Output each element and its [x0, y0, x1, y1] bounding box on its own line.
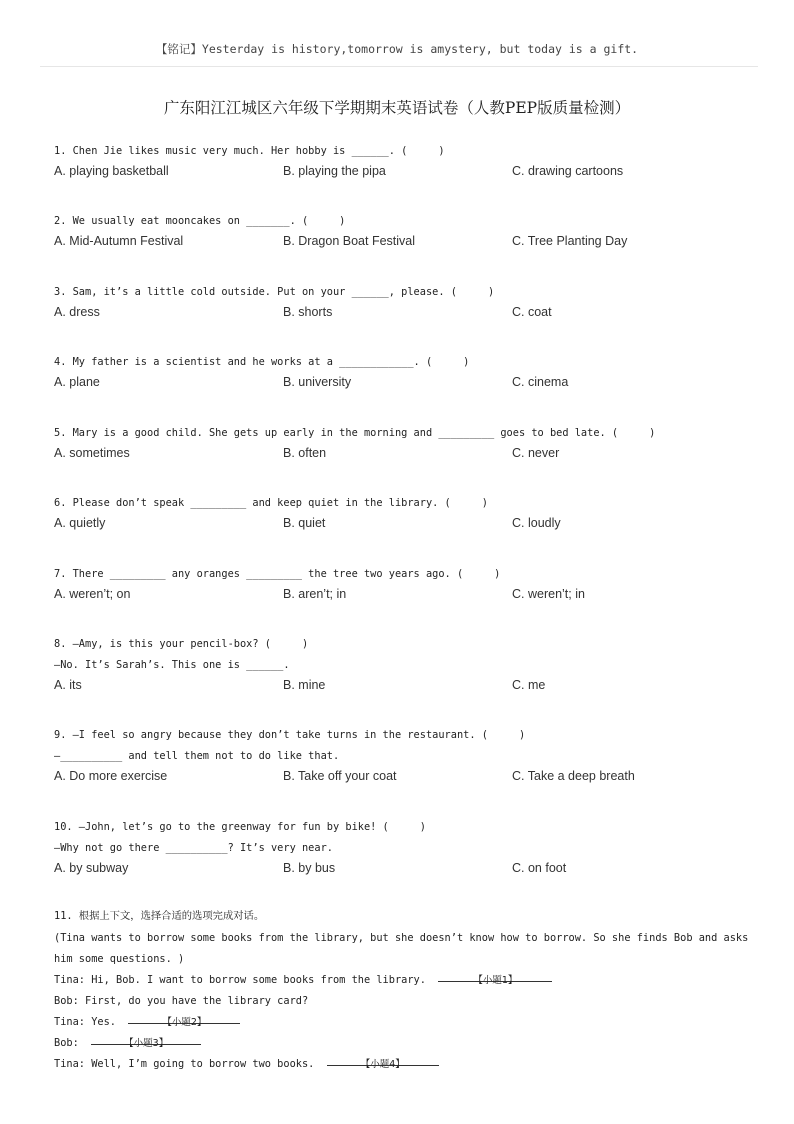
question-1-options: [54, 164, 754, 182]
option-b: B. university: [283, 375, 352, 389]
question-3-options: [54, 305, 754, 323]
option-c: C. coat: [512, 305, 552, 319]
question-5-stem: 5. Mary is a good child. She gets up early in the morning and _________ goes to bed late. ( ): [54, 427, 656, 439]
dialogue-line-1: [54, 970, 744, 991]
question-6-stem: 6. Please don’t speak _________ and keep quiet in the library. ( ): [54, 497, 488, 509]
option-b: B. Dragon Boat Festival: [283, 234, 416, 248]
question-11-intro-line-1: (Tina wants to borrow some books from the library, but she doesn’t know how to borrow. So she finds Bob and asks: [54, 932, 749, 944]
option-c: C. loudly: [512, 516, 561, 530]
question-8-line-2: —No. It’s Sarah’s. This one is ______.: [54, 659, 290, 671]
option-b: B. playing the pipa: [283, 164, 386, 178]
question-9-options: [54, 769, 754, 787]
option-b: B. aren’t; in: [283, 587, 347, 601]
option-b: B. mine: [283, 678, 326, 692]
option-a: A. quietly: [54, 516, 106, 530]
dialogue-text: Bob:: [54, 1037, 92, 1049]
option-a: A. dress: [54, 305, 100, 319]
question-6-options: [54, 516, 754, 534]
answer-blank-4[interactable]: [327, 1054, 439, 1070]
dialogue-line-5: [54, 1054, 744, 1075]
dialogue-text: Tina: Well, I’m going to borrow two books.: [54, 1058, 327, 1070]
option-a: A. Mid-Autumn Festival: [54, 234, 184, 248]
question-8-line-1: 8. —Amy, is this your pencil-box? ( ): [54, 638, 309, 650]
question-7-options: [54, 587, 754, 605]
option-a: A. Do more exercise: [54, 769, 168, 783]
option-a: A. weren’t; on: [54, 587, 131, 601]
question-7-stem: 7. There _________ any oranges _________ the tree two years ago. ( ): [54, 568, 501, 580]
dialogue-line-2: [54, 991, 744, 1012]
question-10-options: [54, 861, 754, 879]
option-c: C. me: [512, 678, 546, 692]
answer-blank-2[interactable]: [128, 1012, 240, 1028]
dialogue-text: Bob: First, do you have the library card?: [54, 995, 309, 1007]
blank-tag: 【小题3】: [124, 1038, 169, 1049]
question-11-stem: 11. 根据上下文，选择合适的选项完成对话。: [54, 910, 265, 922]
option-a: A. plane: [54, 375, 100, 389]
dialogue-text: Tina: Yes.: [54, 1016, 129, 1028]
question-2-options: [54, 234, 754, 252]
question-1-stem: 1. Chen Jie likes music very much. Her hobby is ______. ( ): [54, 145, 445, 157]
question-3-stem: 3. Sam, it’s a little cold outside. Put on your ______, please. ( ): [54, 286, 495, 298]
option-b: B. Take off your coat: [283, 769, 397, 783]
option-c: C. Take a deep breath: [512, 769, 635, 783]
option-b: B. by bus: [283, 861, 336, 875]
question-5-options: [54, 446, 754, 464]
question-2-stem: 2. We usually eat mooncakes on _______. ( ): [54, 215, 346, 227]
question-10-line-2: —Why not go there __________? It’s very near.: [54, 842, 333, 854]
answer-blank-3[interactable]: [91, 1033, 201, 1049]
option-c: C. cinema: [512, 375, 569, 389]
question-4-stem: 4. My father is a scientist and he works at a ____________. ( ): [54, 356, 470, 368]
question-9-line-2: —__________ and tell them not to do like that.: [54, 750, 340, 762]
option-a: A. by subway: [54, 861, 129, 875]
question-9-line-1: 9. —I feel so angry because they don’t take turns in the restaurant. ( ): [54, 729, 526, 741]
option-c: C. on foot: [512, 861, 567, 875]
dialogue-text: Tina: Hi, Bob. I want to borrow some books from the library.: [54, 974, 439, 986]
page-header-motto: 【铭记】Yesterday is history,tomorrow is amystery, but today is a gift.: [155, 42, 639, 56]
option-a: A. sometimes: [54, 446, 130, 460]
question-11-intro-line-2: him some questions. ): [54, 953, 185, 965]
page-title: 广东阳江江城区六年级下学期期末英语试卷（人教PEP版质量检测）: [163, 99, 631, 117]
question-8-options: [54, 678, 754, 696]
question-4-options: [54, 375, 754, 393]
option-b: B. shorts: [283, 305, 333, 319]
option-b: B. often: [283, 446, 327, 460]
option-c: C. never: [512, 446, 560, 460]
question-10-line-1: 10. —John, let’s go to the greenway for fun by bike! ( ): [54, 821, 426, 833]
dialogue-line-3: [54, 1012, 744, 1033]
header-divider: [40, 66, 758, 67]
option-c: C. Tree Planting Day: [512, 234, 628, 248]
blank-tag: 【小题2】: [162, 1017, 207, 1028]
option-c: C. drawing cartoons: [512, 164, 624, 178]
blank-tag: 【小题1】: [473, 975, 518, 986]
option-a: A. playing basketball: [54, 164, 169, 178]
dialogue-line-4: [54, 1033, 744, 1054]
blank-tag: 【小题4】: [360, 1059, 405, 1070]
option-c: C. weren’t; in: [512, 587, 585, 601]
option-a: A. its: [54, 678, 82, 692]
answer-blank-1[interactable]: [438, 970, 552, 986]
option-b: B. quiet: [283, 516, 326, 530]
